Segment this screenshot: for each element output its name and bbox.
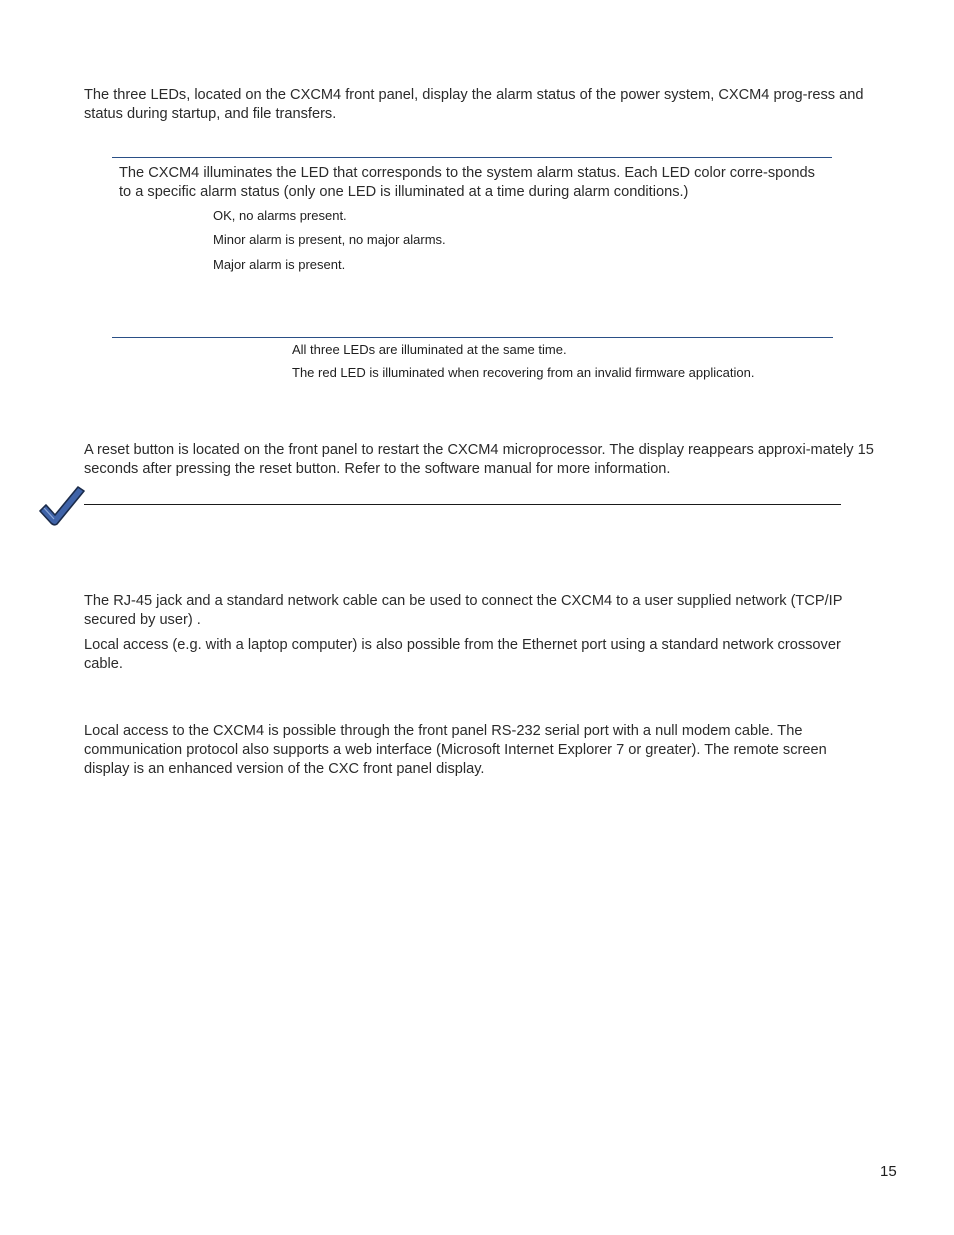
alarm-row-major: Major alarm is present. — [213, 257, 346, 272]
checkmark-icon — [38, 484, 86, 526]
alarm-row-ok: OK, no alarms present. — [213, 208, 347, 223]
startup-table-top-rule — [112, 337, 833, 338]
ethernet-paragraph-network: The RJ-45 jack and a standard network cable can be used to connect the CXCM4 to a user supplied network (TCP/IP secured by user) . — [84, 593, 843, 628]
intro-paragraph: The three LEDs, located on the CXCM4 front panel, display the alarm status of the power system, CXCM4 prog-ress and status during startup, and file transfers. — [84, 87, 864, 122]
ethernet-paragraph-local-access: Local access (e.g. with a laptop computer) is also possible from the Ethernet port using a standard network crossover cable. — [84, 637, 841, 672]
alarm-table-top-rule — [112, 157, 832, 158]
reset-paragraph: A reset button is located on the front panel to restart the CXCM4 microprocessor. The display reappears approxi-mately 15 seconds after pressing the reset button. Refer to the software manual for more information. — [84, 442, 874, 477]
page-number: 15 — [880, 1163, 897, 1180]
serial-paragraph: Local access to the CXCM4 is possible through the front panel RS-232 serial port with a null modem cable. The communication protocol also supports a web interface (Microsoft Internet Explorer 7 or greater). The remote screen display is an enhanced version of the CXC front panel display. — [84, 723, 827, 777]
startup-row-red-led: The red LED is illuminated when recovering from an invalid firmware application. — [292, 365, 755, 380]
alarm-description: The CXCM4 illuminates the LED that corresponds to the system alarm status. Each LED color corre-sponds to a specific alarm status (only one LED is illuminated at a time during alarm conditions.) — [119, 165, 815, 200]
note-rule — [84, 504, 841, 505]
startup-row-all-leds: All three LEDs are illuminated at the same time. — [292, 342, 567, 357]
alarm-row-minor: Minor alarm is present, no major alarms. — [213, 232, 446, 247]
